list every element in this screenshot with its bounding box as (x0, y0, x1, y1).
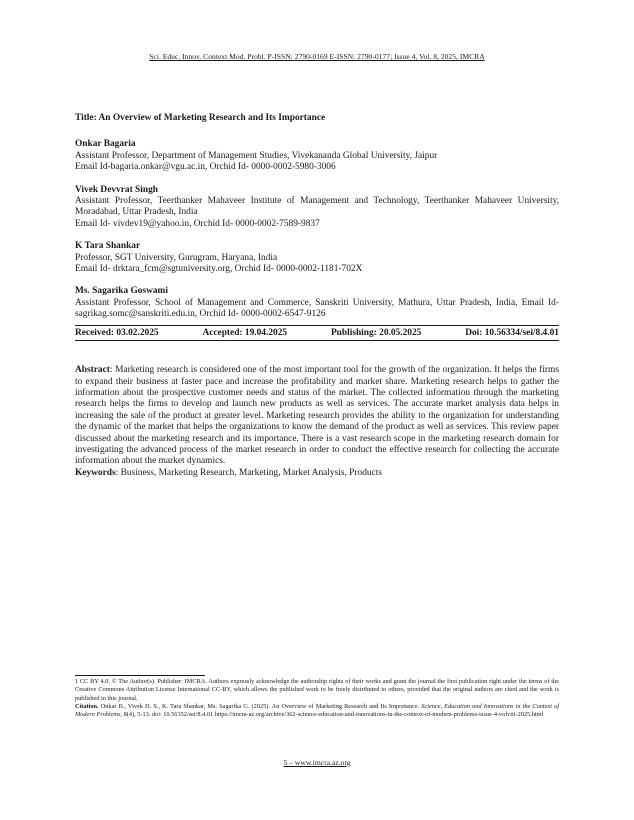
author-email: Email Id- drktara_fcm@sgtuniversity.org, Orchid Id- 0000-0002-1181-702X (75, 264, 363, 275)
citation-journal: Science, Education and Innovations in the Context of Modern Problems (75, 702, 559, 719)
citation-text-post[interactable]: , 8(4), 5-13. doi: 10.56352/sei/8.4.01 https://imcra-az.org/archive/362-science-education-and-innovations-in-the-context-of-modern-problems-issue-4-volviii-2025.html (120, 711, 544, 719)
footnote (75, 678, 559, 719)
journal-header[interactable]: Sci. Educ. Innov. Context Mod. Probl. P-ISSN: 2790-0169 E-ISSN: 2790-0177; Issue 4, Vol. 8, 2025, IMCRA (149, 52, 485, 61)
page-footer[interactable]: 5 – www.imcra.az.org (283, 758, 351, 767)
author-block-4 (75, 286, 559, 320)
main-content (75, 113, 559, 479)
received-date: Received: 03.02.2025 (75, 327, 159, 338)
doi[interactable]: Doi: 10.56334/sei/8.4.01 (465, 327, 559, 338)
keywords-text: : Business, Marketing Research, Marketing, Market Analysis, Products (115, 467, 382, 478)
citation-text-pre: Onkar B., Vivek D. S., K. Tara Shankar, Ms. Sagarika G. (2025). An Overview of Marketing Research and Its Importance. (98, 702, 422, 710)
abstract-text: : Marketing research is considered one of the most important tool for the growth of the organization. It helps the firms to expand their business at faster pace and increase the profitability and market share. Marketing research helps to gather the information about the prospective customer needs and status of the market. The collected information through the marketing research helps the firms to develop and launch new products as well as services. The accurate market analysis data helps in increasing the sale of the product at greater level. Marketing research provides the ability to the organization for understanding the dynamic of the market that helps the organizations to know the demand of the product as well as services. This review paper discussed about the marketing research and its importance. There is a vast research scope in the marketing research domain for investigating the advanced process of the market research in order to conduct the effective research for collecting the accurate information about the market dynamics. (75, 365, 559, 467)
keywords-paragraph (75, 468, 559, 479)
author-block-1 (75, 139, 559, 173)
author-name: K Tara Shankar (75, 241, 141, 252)
author-affiliation: Assistant Professor, Teerthanker Mahaveer Institute of Management and Technology, Teerthanker Mahaveer University, Moradabad, Uttar Pradesh, India (75, 196, 559, 218)
author-email: Email Id-bagaria.onkar@vgu.ac.in, Orchid Id- 0000-0002-5980-3006 (75, 162, 336, 173)
paper-title: Title: An Overview of Marketing Research and Its Importance (75, 113, 326, 123)
abstract-section (75, 365, 559, 479)
abstract-label: Abstract (75, 365, 110, 376)
abstract-paragraph (75, 365, 559, 468)
author-name: Ms. Sagarika Goswami (75, 286, 168, 297)
dates-bar (75, 325, 559, 341)
citation-label: Citation. (75, 702, 99, 710)
author-block-2 (75, 185, 559, 231)
author-name: Onkar Bagaria (75, 139, 136, 150)
footnote-divider (75, 675, 205, 676)
author-affiliation: Assistant Professor, School of Management and Commerce, Sanskriti University, Mathura, Uttar Pradesh, India, Email Id- sagrikag.somc@sanskriti.edu.in, Orchid Id- 0000-0002-6547-9126 (75, 297, 559, 320)
author-affiliation: Professor, SGT University, Gurugram, Haryana, India (75, 252, 278, 263)
author-name: Vivek Devvrat Singh (75, 184, 158, 195)
author-email: Email Id- vivdev19@yahoo.in, Orchid Id- 0000-0002-7589-9837 (75, 218, 320, 229)
accepted-date: Accepted: 19.04.2025 (202, 327, 288, 338)
license-note: 1 CC BY 4.0. © The Author(s). Publisher: IMCRA. Authors expressly acknowledge the authorship rights of their works and grant the journal the first publication right under the terms of the Creative Commons Attribution License International CC-BY, which allows the published work to be freely distributed to others, provided that the original authors are cited and the work is published in this journal. (75, 678, 559, 702)
citation-note (75, 703, 559, 720)
author-block-3 (75, 241, 559, 275)
author-affiliation: Assistant Professor, Department of Management Studies, Vivekananda Global University, Jaipur (75, 150, 438, 161)
keywords-label: Keywords (75, 467, 116, 478)
publishing-date: Publishing: 20.05.2025 (330, 327, 422, 338)
